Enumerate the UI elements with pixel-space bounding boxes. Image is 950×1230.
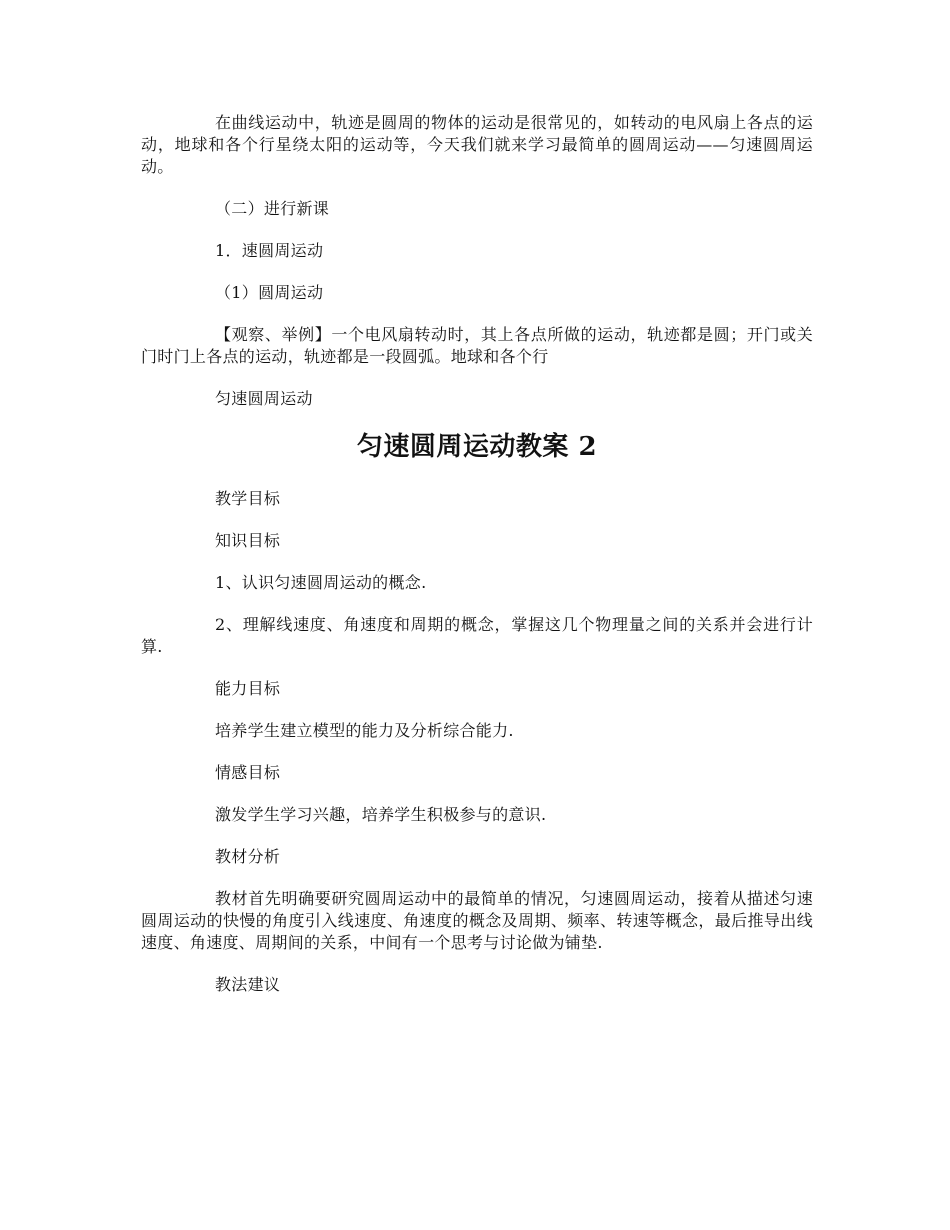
teaching-suggestions-heading: 教法建议 (215, 975, 281, 994)
subsection-heading-circular-motion: （1）圆周运动 (215, 283, 324, 302)
knowledge-goals-heading: 知识目标 (215, 531, 281, 550)
ability-goal-text: 培养学生建立模型的能力及分析综合能力. (215, 721, 514, 740)
intro-paragraph: 在曲线运动中，轨迹是圆周的物体的运动是很常见的，如转动的电风扇上各点的运动，地球和各个行星绕太阳的运动等，今天我们就来学习最简单的圆周运动——匀速圆周运动。 (141, 113, 813, 176)
topic-label: 匀速圆周运动 (215, 389, 313, 408)
observation-paragraph: 【观察、举例】一个电风扇转动时，其上各点所做的运动，轨迹都是圆；开门或关门时门上各点的运动，轨迹都是一段圆弧。地球和各个行 (141, 325, 813, 366)
document-body (141, 112, 813, 1016)
document-title: 匀速圆周运动教案 2 (356, 432, 598, 462)
subsection-heading-uniform-circular: 1．速圆周运动 (215, 241, 324, 260)
knowledge-goal-item-2: 2、理解线速度、角速度和周期的概念，掌握这几个物理量之间的关系并会进行计算. (141, 615, 813, 656)
teaching-goals-heading: 教学目标 (215, 489, 281, 508)
textbook-analysis-text: 教材首先明确要研究圆周运动中的最简单的情况，匀速圆周运动，接着从描述匀速圆周运动的快慢的角度引入线速度、角速度的概念及周期、频率、转速等概念，最后推导出线速度、角速度、周期间的关系，中间有一个思考与讨论做为铺垫. (141, 889, 813, 952)
textbook-analysis-heading: 教材分析 (215, 847, 281, 866)
knowledge-goal-item-1: 1、认识匀速圆周运动的概念. (215, 573, 427, 592)
emotion-goal-text: 激发学生学习兴趣，培养学生积极参与的意识. (215, 805, 547, 824)
ability-goals-heading: 能力目标 (215, 679, 281, 698)
emotion-goals-heading: 情感目标 (215, 763, 281, 782)
section-heading-new-lesson: （二）进行新课 (215, 199, 330, 218)
